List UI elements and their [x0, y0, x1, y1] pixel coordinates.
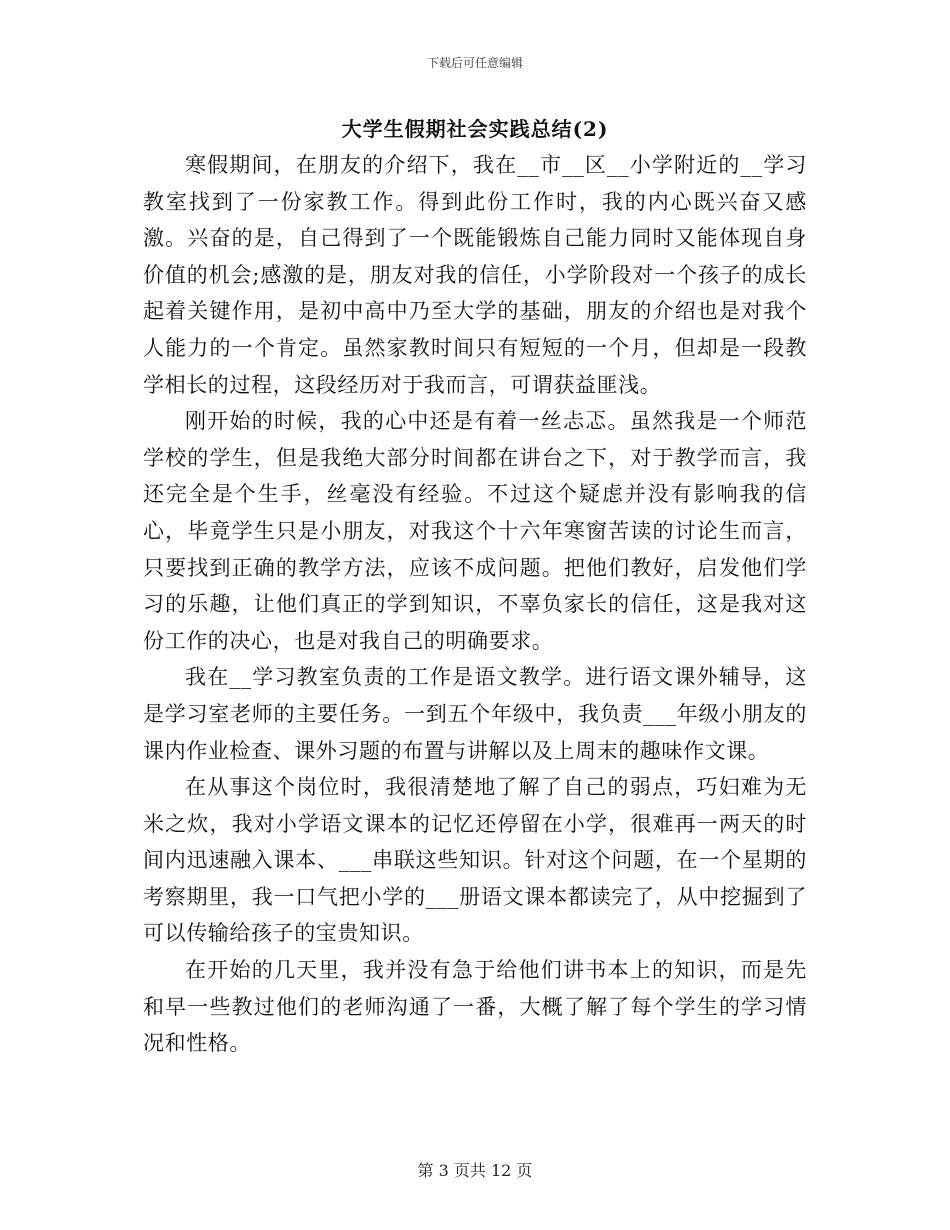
document-body: [143, 147, 807, 1062]
paragraph: 我在__学习教室负责的工作是语文教学。进行语文课外辅导，这是学习室老师的主要任务。一到五个年级中，我负责___年级小朋友的课内作业检查、课外习题的布置与讲解以及上周末的趣味作文课。: [143, 665, 807, 763]
header-note: 下载后可任意编辑: [426, 56, 523, 70]
paragraph: 在开始的几天里，我并没有急于给他们讲书本上的知识，而是先和早一些教过他们的老师沟通了一番，大概了解了每个学生的学习情况和性格。: [143, 958, 807, 1056]
paragraph: 刚开始的时候，我的心中还是有着一丝忐忑。虽然我是一个师范学校的学生，但是我绝大部分时间都在讲台之下，对于教学而言，我还完全是个生手，丝毫没有经验。不过这个疑虑并没有影响我的信心，毕竟学生只是小朋友，对我这个十六年寒窗苦读的讨论生而言，只要找到正确的教学方法，应该不成问题。把他们教好，启发他们学习的乐趣，让他们真正的学到知识，不辜负家长的信任，这是我对这份工作的决心，也是对我自己的明确要求。: [143, 409, 807, 653]
document-title: 大学生假期社会实践总结(2): [341, 117, 609, 141]
page-footer: 第 3 页共 12 页: [417, 1161, 533, 1180]
paragraph: 在从事这个岗位时，我很清楚地了解了自己的弱点，巧妇难为无米之炊，我对小学语文课本的记忆还停留在小学，很难再一两天的时间内迅速融入课本、___串联这些知识。针对这个问题，在一个星期的考察期里，我一口气把小学的___册语文课本都读完了，从中挖掘到了可以传输给孩子的宝贵知识。: [143, 775, 807, 946]
paragraph: 寒假期间，在朋友的介绍下，我在__市__区__小学附近的__学习教室找到了一份家教工作。得到此份工作时，我的内心既兴奋又感激。兴奋的是，自己得到了一个既能锻炼自己能力同时又能体现自身价值的机会;感激的是，朋友对我的信任，小学阶段对一个孩子的成长起着关键作用，是初中高中乃至大学的基础，朋友的介绍也是对我个人能力的一个肯定。虽然家教时间只有短短的一个月，但却是一段教学相长的过程，这段经历对于我而言，可谓获益匪浅。: [143, 153, 807, 397]
